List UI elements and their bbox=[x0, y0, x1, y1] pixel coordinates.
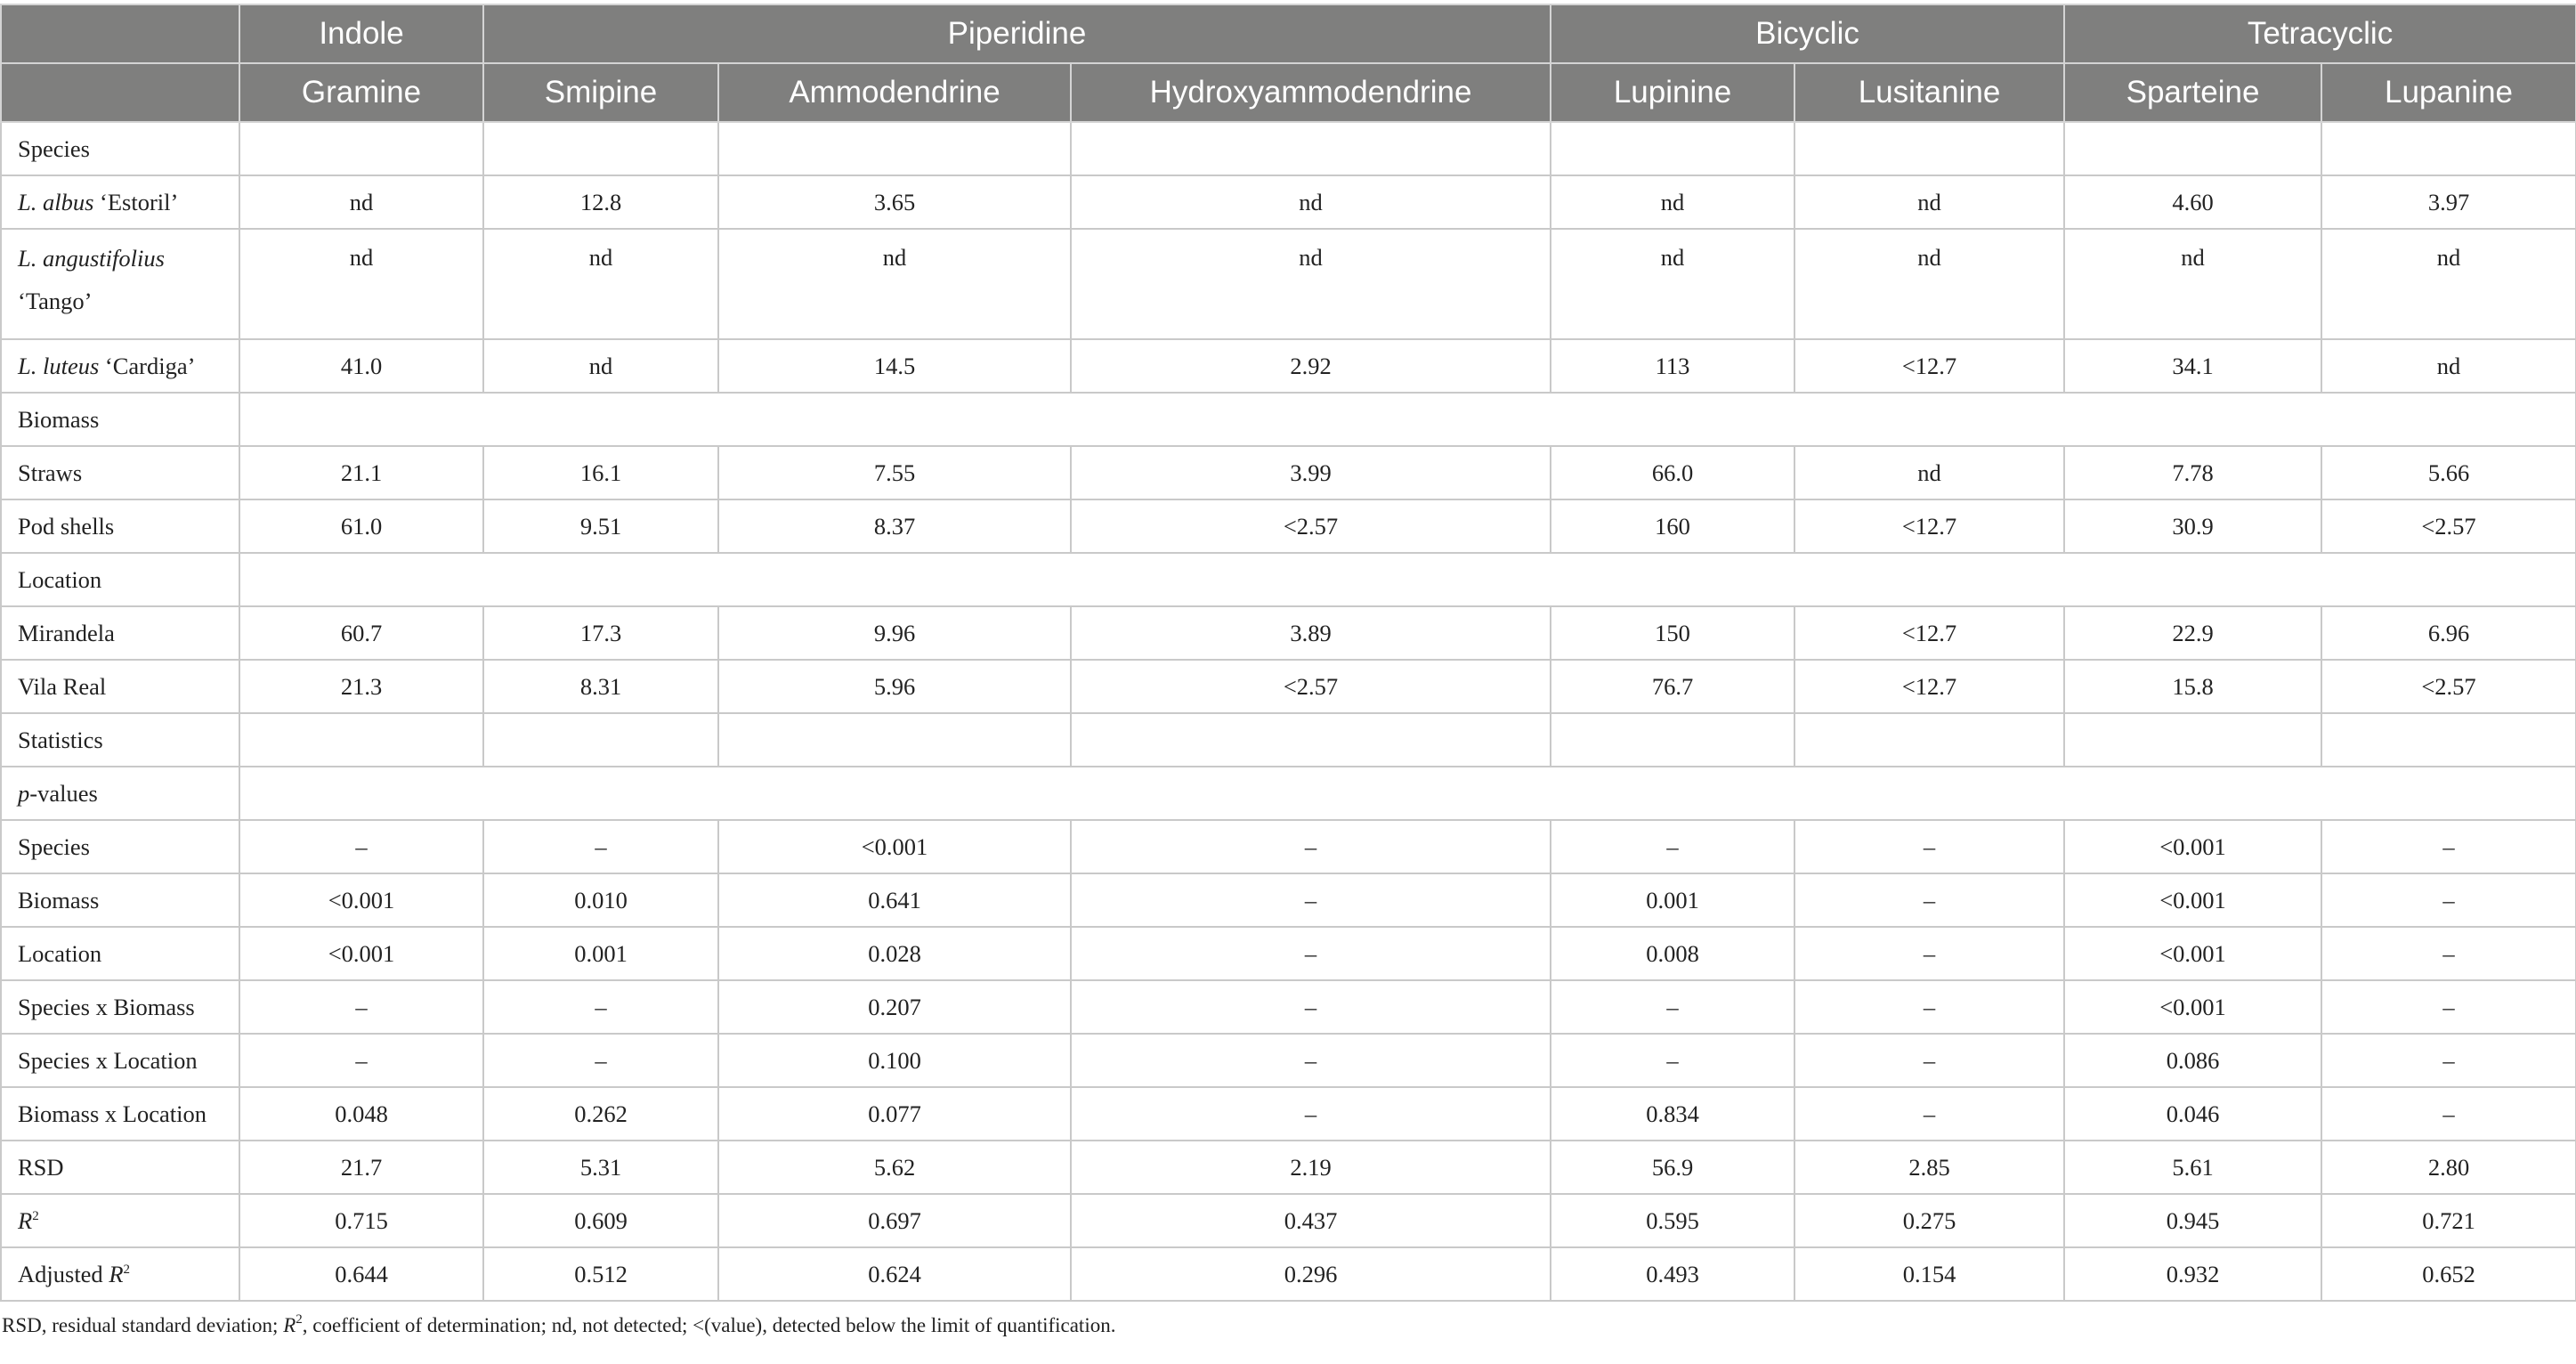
table-cell: 34.1 bbox=[2064, 339, 2321, 393]
table-row bbox=[1, 499, 2576, 553]
row-label-text: -values bbox=[29, 779, 98, 807]
row-label bbox=[1, 980, 239, 1034]
table-cell: 41.0 bbox=[239, 339, 483, 393]
header-column-row bbox=[1, 63, 2576, 122]
table-cell: <2.57 bbox=[1071, 499, 1551, 553]
row-label bbox=[1, 339, 239, 393]
table-cell: – bbox=[2321, 820, 2576, 873]
row-label-text: Vila Real bbox=[18, 672, 107, 700]
table-cell: 0.001 bbox=[1551, 873, 1794, 927]
table-cell: – bbox=[1071, 1034, 1551, 1087]
row-label bbox=[1, 660, 239, 713]
table-cell: 0.028 bbox=[718, 927, 1071, 980]
table-cell: 8.37 bbox=[718, 499, 1071, 553]
row-label-text: ‘Tango’ bbox=[18, 288, 93, 314]
row-label-italic: L. angustifolius bbox=[18, 245, 165, 272]
table-cell: 5.62 bbox=[718, 1141, 1071, 1194]
row-label-text: Pod shells bbox=[18, 512, 115, 540]
row-label-text: Location bbox=[18, 565, 102, 593]
table-cell: 0.512 bbox=[483, 1247, 718, 1301]
table-cell: 0.010 bbox=[483, 873, 718, 927]
table-cell: – bbox=[2321, 980, 2576, 1034]
table-row bbox=[1, 1247, 2576, 1301]
column-header: Lusitanine bbox=[1794, 63, 2064, 122]
section-row bbox=[1, 767, 2576, 820]
row-label-text: Location bbox=[18, 939, 102, 967]
table-cell: – bbox=[1071, 873, 1551, 927]
table-cell: 61.0 bbox=[239, 499, 483, 553]
table-cell: 2.19 bbox=[1071, 1141, 1551, 1194]
table-cell: 0.154 bbox=[1794, 1247, 2064, 1301]
table-cell: 0.207 bbox=[718, 980, 1071, 1034]
table-cell: 21.3 bbox=[239, 660, 483, 713]
table-cell: <12.7 bbox=[1794, 499, 2064, 553]
table-cell: <12.7 bbox=[1794, 339, 2064, 393]
row-label-text: Straws bbox=[18, 459, 83, 486]
table-cell: 0.721 bbox=[2321, 1194, 2576, 1247]
table-cell: 5.31 bbox=[483, 1141, 718, 1194]
row-label-text: Biomass bbox=[18, 886, 100, 913]
row-label bbox=[1, 499, 239, 553]
table-cell: 0.008 bbox=[1551, 927, 1794, 980]
table-cell: 0.262 bbox=[483, 1087, 718, 1141]
table-cell: 0.296 bbox=[1071, 1247, 1551, 1301]
table-cell: 160 bbox=[1551, 499, 1794, 553]
table-cell: 3.97 bbox=[2321, 175, 2576, 229]
table-cell: – bbox=[2321, 873, 2576, 927]
table-cell: – bbox=[1071, 1087, 1551, 1141]
row-label bbox=[1, 767, 239, 820]
table-cell: nd bbox=[1071, 229, 1551, 339]
empty-cell bbox=[718, 713, 1071, 767]
table-cell: 0.945 bbox=[2064, 1194, 2321, 1247]
table-body bbox=[1, 122, 2576, 1301]
table-cell: nd bbox=[239, 229, 483, 339]
row-label-text: ‘Estoril’ bbox=[93, 188, 179, 215]
table-cell: 0.697 bbox=[718, 1194, 1071, 1247]
header-corner-cell bbox=[1, 63, 239, 122]
table-row bbox=[1, 1194, 2576, 1247]
group-header: Indole bbox=[239, 4, 483, 63]
table-cell: nd bbox=[718, 229, 1071, 339]
table-cell: 150 bbox=[1551, 606, 1794, 660]
table-cell: 0.652 bbox=[2321, 1247, 2576, 1301]
table-cell: 0.595 bbox=[1551, 1194, 1794, 1247]
group-header: Bicyclic bbox=[1551, 4, 2064, 63]
table-cell: – bbox=[483, 820, 718, 873]
column-header: Gramine bbox=[239, 63, 483, 122]
table-cell: 9.51 bbox=[483, 499, 718, 553]
table-cell: 0.624 bbox=[718, 1247, 1071, 1301]
table-cell: <0.001 bbox=[239, 927, 483, 980]
table-cell: – bbox=[2321, 1087, 2576, 1141]
table-cell: – bbox=[1794, 927, 2064, 980]
alkaloid-table bbox=[0, 4, 2576, 1302]
footnote-superscript: 2 bbox=[296, 1312, 303, 1327]
column-header: Ammodendrine bbox=[718, 63, 1071, 122]
table-cell: 2.80 bbox=[2321, 1141, 2576, 1194]
empty-cell bbox=[239, 122, 483, 175]
table-cell: 0.001 bbox=[483, 927, 718, 980]
table-cell: nd bbox=[1794, 175, 2064, 229]
table-cell: nd bbox=[483, 229, 718, 339]
row-label-superscript: 2 bbox=[32, 1208, 39, 1223]
table-cell: 66.0 bbox=[1551, 446, 1794, 499]
table-cell: nd bbox=[2321, 339, 2576, 393]
empty-cell bbox=[2321, 713, 2576, 767]
table-cell: <0.001 bbox=[239, 873, 483, 927]
section-row bbox=[1, 553, 2576, 606]
table-cell: 3.89 bbox=[1071, 606, 1551, 660]
row-label bbox=[1, 1034, 239, 1087]
table-cell: – bbox=[1794, 1034, 2064, 1087]
table-cell: 22.9 bbox=[2064, 606, 2321, 660]
footnote-r-symbol: R bbox=[283, 1314, 296, 1336]
empty-cell bbox=[718, 122, 1071, 175]
row-label bbox=[1, 713, 239, 767]
empty-cell bbox=[1794, 713, 2064, 767]
table-cell: nd bbox=[1551, 175, 1794, 229]
table-row bbox=[1, 1141, 2576, 1194]
table-cell: 3.99 bbox=[1071, 446, 1551, 499]
row-label-text: Statistics bbox=[18, 726, 103, 753]
table-row bbox=[1, 175, 2576, 229]
empty-cell bbox=[1551, 122, 1794, 175]
row-label-text: Biomass bbox=[18, 405, 100, 433]
table-cell: 21.1 bbox=[239, 446, 483, 499]
table-cell: 0.046 bbox=[2064, 1087, 2321, 1141]
row-label-text: Adjusted bbox=[18, 1260, 109, 1287]
table-cell: 30.9 bbox=[2064, 499, 2321, 553]
row-label-italic: p bbox=[18, 779, 30, 807]
table-cell: 113 bbox=[1551, 339, 1794, 393]
group-header: Piperidine bbox=[483, 4, 1551, 63]
table-cell: 0.493 bbox=[1551, 1247, 1794, 1301]
table-cell: 6.96 bbox=[2321, 606, 2576, 660]
row-label-text: RSD bbox=[18, 1153, 64, 1181]
table-cell: nd bbox=[2064, 229, 2321, 339]
table-cell: – bbox=[2321, 927, 2576, 980]
table-row bbox=[1, 927, 2576, 980]
table-cell: 5.66 bbox=[2321, 446, 2576, 499]
row-label-italic: L. albus bbox=[18, 188, 94, 215]
footnote-text-1: RSD, residual standard deviation; bbox=[2, 1314, 284, 1336]
section-fill-cell bbox=[239, 553, 2576, 606]
table-cell: 8.31 bbox=[483, 660, 718, 713]
table-cell: <0.001 bbox=[2064, 873, 2321, 927]
table-row bbox=[1, 446, 2576, 499]
row-label bbox=[1, 1247, 239, 1301]
table-cell: 14.5 bbox=[718, 339, 1071, 393]
table-row bbox=[1, 1087, 2576, 1141]
table-cell: 60.7 bbox=[239, 606, 483, 660]
row-label bbox=[1, 175, 239, 229]
row-label-text: Biomass x Location bbox=[18, 1100, 207, 1127]
empty-cell bbox=[1794, 122, 2064, 175]
table-cell: 7.78 bbox=[2064, 446, 2321, 499]
table-cell: 0.437 bbox=[1071, 1194, 1551, 1247]
table-cell: 2.85 bbox=[1794, 1141, 2064, 1194]
row-label bbox=[1, 393, 239, 446]
column-header: Sparteine bbox=[2064, 63, 2321, 122]
empty-cell bbox=[1071, 713, 1551, 767]
table-cell: – bbox=[1794, 1087, 2064, 1141]
empty-cell bbox=[2064, 713, 2321, 767]
table-row bbox=[1, 339, 2576, 393]
table-cell: – bbox=[1794, 873, 2064, 927]
row-label bbox=[1, 1141, 239, 1194]
table-cell: 0.086 bbox=[2064, 1034, 2321, 1087]
row-label-text: Species bbox=[18, 832, 90, 860]
group-header: Tetracyclic bbox=[2064, 4, 2576, 63]
table-cell: 7.55 bbox=[718, 446, 1071, 499]
table-cell: nd bbox=[1071, 175, 1551, 229]
table-cell: – bbox=[239, 1034, 483, 1087]
table-cell: 0.644 bbox=[239, 1247, 483, 1301]
table-cell: 0.609 bbox=[483, 1194, 718, 1247]
table-cell: – bbox=[1794, 820, 2064, 873]
empty-cell bbox=[483, 122, 718, 175]
table-cell: – bbox=[1071, 820, 1551, 873]
row-label-text: Species x Biomass bbox=[18, 993, 195, 1020]
table-container bbox=[0, 4, 2576, 1337]
row-label-text: Mirandela bbox=[18, 619, 115, 646]
empty-cell bbox=[1071, 122, 1551, 175]
section-fill-cell bbox=[239, 767, 2576, 820]
table-cell: <2.57 bbox=[2321, 660, 2576, 713]
table-cell: 0.275 bbox=[1794, 1194, 2064, 1247]
table-cell: <12.7 bbox=[1794, 660, 2064, 713]
header-corner-cell bbox=[1, 4, 239, 63]
row-label bbox=[1, 1194, 239, 1247]
table-cell: 4.60 bbox=[2064, 175, 2321, 229]
table-cell: nd bbox=[1794, 446, 2064, 499]
row-label-italic: R bbox=[18, 1206, 33, 1234]
table-cell: <2.57 bbox=[1071, 660, 1551, 713]
table-cell: 0.641 bbox=[718, 873, 1071, 927]
table-cell: <2.57 bbox=[2321, 499, 2576, 553]
row-label-text: Species x Location bbox=[18, 1046, 198, 1074]
row-label bbox=[1, 820, 239, 873]
table-cell: – bbox=[1551, 980, 1794, 1034]
table-cell: nd bbox=[483, 339, 718, 393]
table-cell: 21.7 bbox=[239, 1141, 483, 1194]
table-row bbox=[1, 606, 2576, 660]
empty-cell bbox=[1551, 713, 1794, 767]
table-cell: 17.3 bbox=[483, 606, 718, 660]
row-label bbox=[1, 927, 239, 980]
table-cell: – bbox=[483, 1034, 718, 1087]
row-label bbox=[1, 229, 239, 339]
row-label bbox=[1, 606, 239, 660]
table-cell: 16.1 bbox=[483, 446, 718, 499]
table-cell: 0.100 bbox=[718, 1034, 1071, 1087]
section-fill-cell bbox=[239, 393, 2576, 446]
row-label-italic: R bbox=[109, 1260, 124, 1287]
table-cell: 0.932 bbox=[2064, 1247, 2321, 1301]
table-row bbox=[1, 229, 2576, 339]
table-cell: – bbox=[1551, 1034, 1794, 1087]
row-label-text: ‘Cardiga’ bbox=[99, 352, 196, 379]
row-label bbox=[1, 122, 239, 175]
table-cell: 9.96 bbox=[718, 606, 1071, 660]
table-cell: – bbox=[2321, 1034, 2576, 1087]
empty-cell bbox=[239, 713, 483, 767]
table-cell: – bbox=[1071, 927, 1551, 980]
section-row bbox=[1, 393, 2576, 446]
table-row bbox=[1, 1034, 2576, 1087]
table-cell: – bbox=[239, 820, 483, 873]
table-row bbox=[1, 980, 2576, 1034]
table-cell: – bbox=[239, 980, 483, 1034]
row-label bbox=[1, 553, 239, 606]
table-cell: – bbox=[1794, 980, 2064, 1034]
section-row bbox=[1, 122, 2576, 175]
section-row bbox=[1, 713, 2576, 767]
table-cell: 0.077 bbox=[718, 1087, 1071, 1141]
row-label-superscript: 2 bbox=[123, 1262, 130, 1277]
empty-cell bbox=[2321, 122, 2576, 175]
table-cell: nd bbox=[239, 175, 483, 229]
row-label-text: Species bbox=[18, 134, 90, 162]
row-label-italic: L. luteus bbox=[18, 352, 100, 379]
row-label bbox=[1, 1087, 239, 1141]
table-row bbox=[1, 820, 2576, 873]
column-header: Smipine bbox=[483, 63, 718, 122]
row-label bbox=[1, 873, 239, 927]
table-cell: 3.65 bbox=[718, 175, 1071, 229]
table-cell: nd bbox=[2321, 229, 2576, 339]
empty-cell bbox=[483, 713, 718, 767]
table-cell: nd bbox=[1551, 229, 1794, 339]
column-header: Hydroxyammodendrine bbox=[1071, 63, 1551, 122]
header-group-row bbox=[1, 4, 2576, 63]
table-cell: – bbox=[1071, 980, 1551, 1034]
table-cell: <0.001 bbox=[2064, 820, 2321, 873]
table-cell: <12.7 bbox=[1794, 606, 2064, 660]
table-cell: <0.001 bbox=[2064, 927, 2321, 980]
table-cell: 15.8 bbox=[2064, 660, 2321, 713]
table-cell: nd bbox=[1794, 229, 2064, 339]
column-header: Lupinine bbox=[1551, 63, 1794, 122]
table-cell: 12.8 bbox=[483, 175, 718, 229]
column-header: Lupanine bbox=[2321, 63, 2576, 122]
table-cell: – bbox=[1551, 820, 1794, 873]
table-cell: 56.9 bbox=[1551, 1141, 1794, 1194]
table-cell: 5.96 bbox=[718, 660, 1071, 713]
row-label bbox=[1, 446, 239, 499]
table-footnote bbox=[0, 1314, 2576, 1337]
empty-cell bbox=[2064, 122, 2321, 175]
table-cell: <0.001 bbox=[718, 820, 1071, 873]
table-cell: 0.834 bbox=[1551, 1087, 1794, 1141]
table-row bbox=[1, 873, 2576, 927]
table-cell: <0.001 bbox=[2064, 980, 2321, 1034]
footnote-text-2: , coefficient of determination; nd, not detected; <(value), detected below the limit of quantification. bbox=[302, 1314, 1116, 1336]
table-cell: 5.61 bbox=[2064, 1141, 2321, 1194]
table-row bbox=[1, 660, 2576, 713]
table-cell: 76.7 bbox=[1551, 660, 1794, 713]
table-cell: 2.92 bbox=[1071, 339, 1551, 393]
table-cell: 0.715 bbox=[239, 1194, 483, 1247]
table-cell: – bbox=[483, 980, 718, 1034]
table-cell: 0.048 bbox=[239, 1087, 483, 1141]
